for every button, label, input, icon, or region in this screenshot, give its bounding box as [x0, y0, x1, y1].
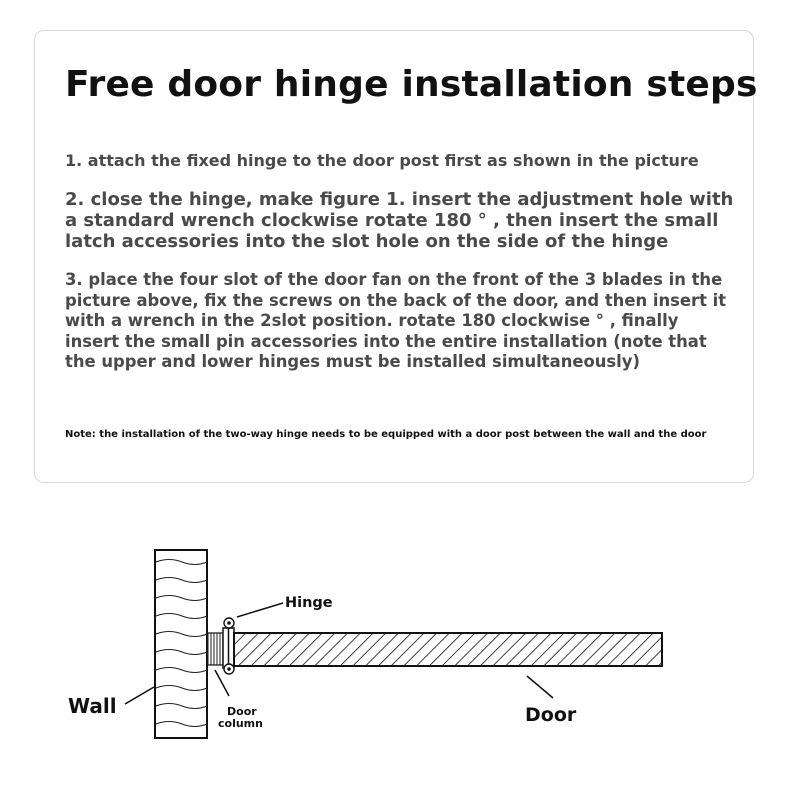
- hinge-label: Hinge: [285, 595, 333, 611]
- door-leader-line: [527, 676, 553, 698]
- installation-note: Note: the installation of the two-way hinge needs to be equipped with a door post between the wall and the door: [65, 429, 707, 440]
- door-label: Door: [525, 704, 577, 726]
- wall-leader-line: [125, 687, 154, 704]
- door-column-label-line2: column: [218, 717, 263, 730]
- door: [234, 633, 662, 666]
- hinge-leader-line: [237, 603, 283, 617]
- page-title: Free door hinge installation steps: [65, 64, 758, 105]
- door-column-label-line1: Door: [227, 705, 257, 718]
- step-1: 1. attach the fixed hinge to the door post first as shown in the picture: [65, 151, 699, 170]
- hinge: [223, 618, 234, 674]
- step-2: 2. close the hinge, make figure 1. insert the adjustment hole with a standard wrench clockwise rotate 180 ° , then insert the small latch accessories into the slot hole on the side of the hinge: [65, 189, 734, 252]
- wall-label: Wall: [68, 694, 117, 718]
- step-3: 3. place the four slot of the door fan on the front of the 3 blades in the picture above, fix the screws on the back of the door, and then insert it with a wrench in the 2slot position. rotate 180 clockwise ° , finally insert the small pin accessories into the entire installation (note that the upper and lower hinges must be installed simultaneously): [65, 270, 727, 371]
- door-column: [207, 633, 223, 665]
- wall: [155, 550, 207, 738]
